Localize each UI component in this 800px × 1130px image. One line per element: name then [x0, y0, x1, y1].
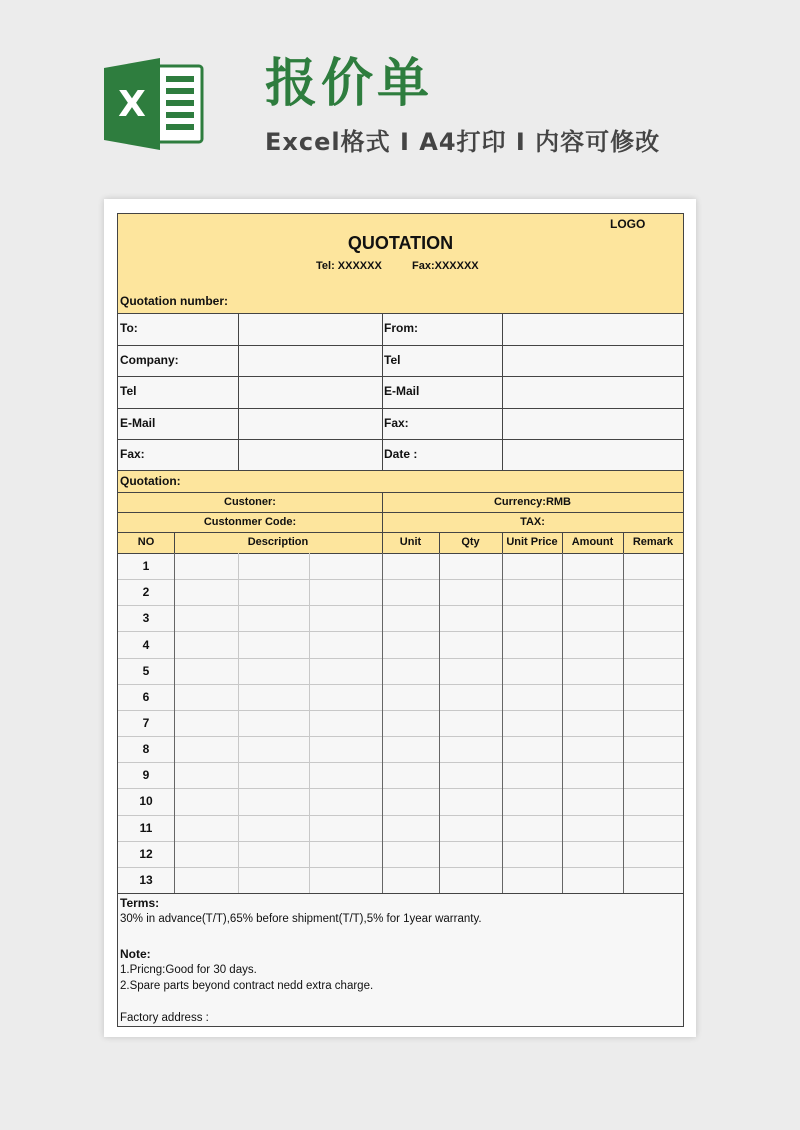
terms-text: 30% in advance(T/T),65% before shipment(T/T),5% for 1year warranty.	[120, 913, 482, 925]
col-header-description: Description	[247, 536, 309, 548]
svg-text:X: X	[118, 84, 146, 125]
table-row	[118, 605, 683, 631]
col-header-unit-price: Unit Price	[506, 536, 558, 548]
header-fax: Fax:XXXXXX	[412, 260, 479, 272]
table-row	[118, 788, 683, 814]
table-row	[118, 841, 683, 867]
tax-label: TAX:	[520, 516, 545, 528]
table-row	[118, 736, 683, 762]
table-row	[118, 553, 683, 579]
table-row	[118, 579, 683, 605]
logo-placeholder: LOGO	[610, 217, 646, 231]
quotation-sheet	[117, 213, 684, 1027]
row-number: 5	[142, 663, 150, 678]
row-number: 3	[142, 611, 150, 626]
col-header-unit: Unit	[399, 536, 422, 548]
contact-label-tel: Tel	[120, 384, 137, 398]
col-header-qty: Qty	[461, 536, 480, 548]
contact-label-from-fax: Fax:	[384, 416, 409, 430]
factory-address-label: Factory address :	[120, 1012, 209, 1024]
row-number: 7	[142, 715, 150, 730]
banner-subtitle: Excel格式 Ⅰ A4打印 Ⅰ 内容可修改	[265, 128, 661, 156]
table-row	[118, 684, 683, 710]
quotation-number-label: Quotation number:	[120, 294, 228, 308]
col-header-remark: Remark	[632, 536, 674, 548]
table-row	[118, 658, 683, 684]
col-header-amount: Amount	[571, 536, 614, 548]
col-header-no: NO	[137, 536, 155, 548]
note-line-2: 2.Spare parts beyond contract nedd extra charge.	[120, 980, 374, 992]
row-number: 9	[142, 768, 150, 783]
note-title: Note:	[120, 947, 151, 961]
contact-label-from-tel: Tel	[384, 353, 401, 367]
row-number: 12	[139, 846, 153, 861]
row-number: 6	[142, 689, 150, 704]
table-row	[118, 762, 683, 788]
quotation-label: Quotation:	[120, 474, 181, 488]
contact-label-to: To:	[120, 321, 138, 335]
contact-label-date: Date :	[384, 447, 418, 461]
row-number: 1	[142, 559, 150, 574]
row-number: 13	[139, 872, 153, 887]
table-row	[118, 867, 683, 893]
contact-label-from-email: E-Mail	[384, 384, 420, 398]
note-line-1: 1.Pricng:Good for 30 days.	[120, 964, 257, 976]
contact-label-email: E-Mail	[120, 416, 156, 430]
currency-label: Currency:RMB	[493, 496, 571, 508]
contact-label-fax: Fax:	[120, 447, 145, 461]
contact-label-from: From:	[384, 321, 418, 335]
terms-title: Terms:	[120, 896, 160, 910]
header-tel: Tel: XXXXXX	[316, 260, 382, 272]
customer-code-label: Custonmer Code:	[203, 516, 297, 528]
row-number: 11	[139, 820, 153, 835]
table-row	[118, 815, 683, 841]
banner-title: 报价单	[265, 54, 434, 114]
row-number: 4	[142, 637, 150, 652]
row-number: 10	[139, 794, 153, 809]
contact-label-company: Company:	[120, 353, 179, 367]
table-row	[118, 631, 683, 657]
table-row	[118, 710, 683, 736]
row-number: 8	[142, 742, 150, 757]
customer-label: Custoner:	[224, 496, 276, 508]
excel-icon	[104, 58, 204, 150]
document-title: QUOTATION	[347, 233, 454, 253]
row-number: 2	[142, 585, 150, 600]
